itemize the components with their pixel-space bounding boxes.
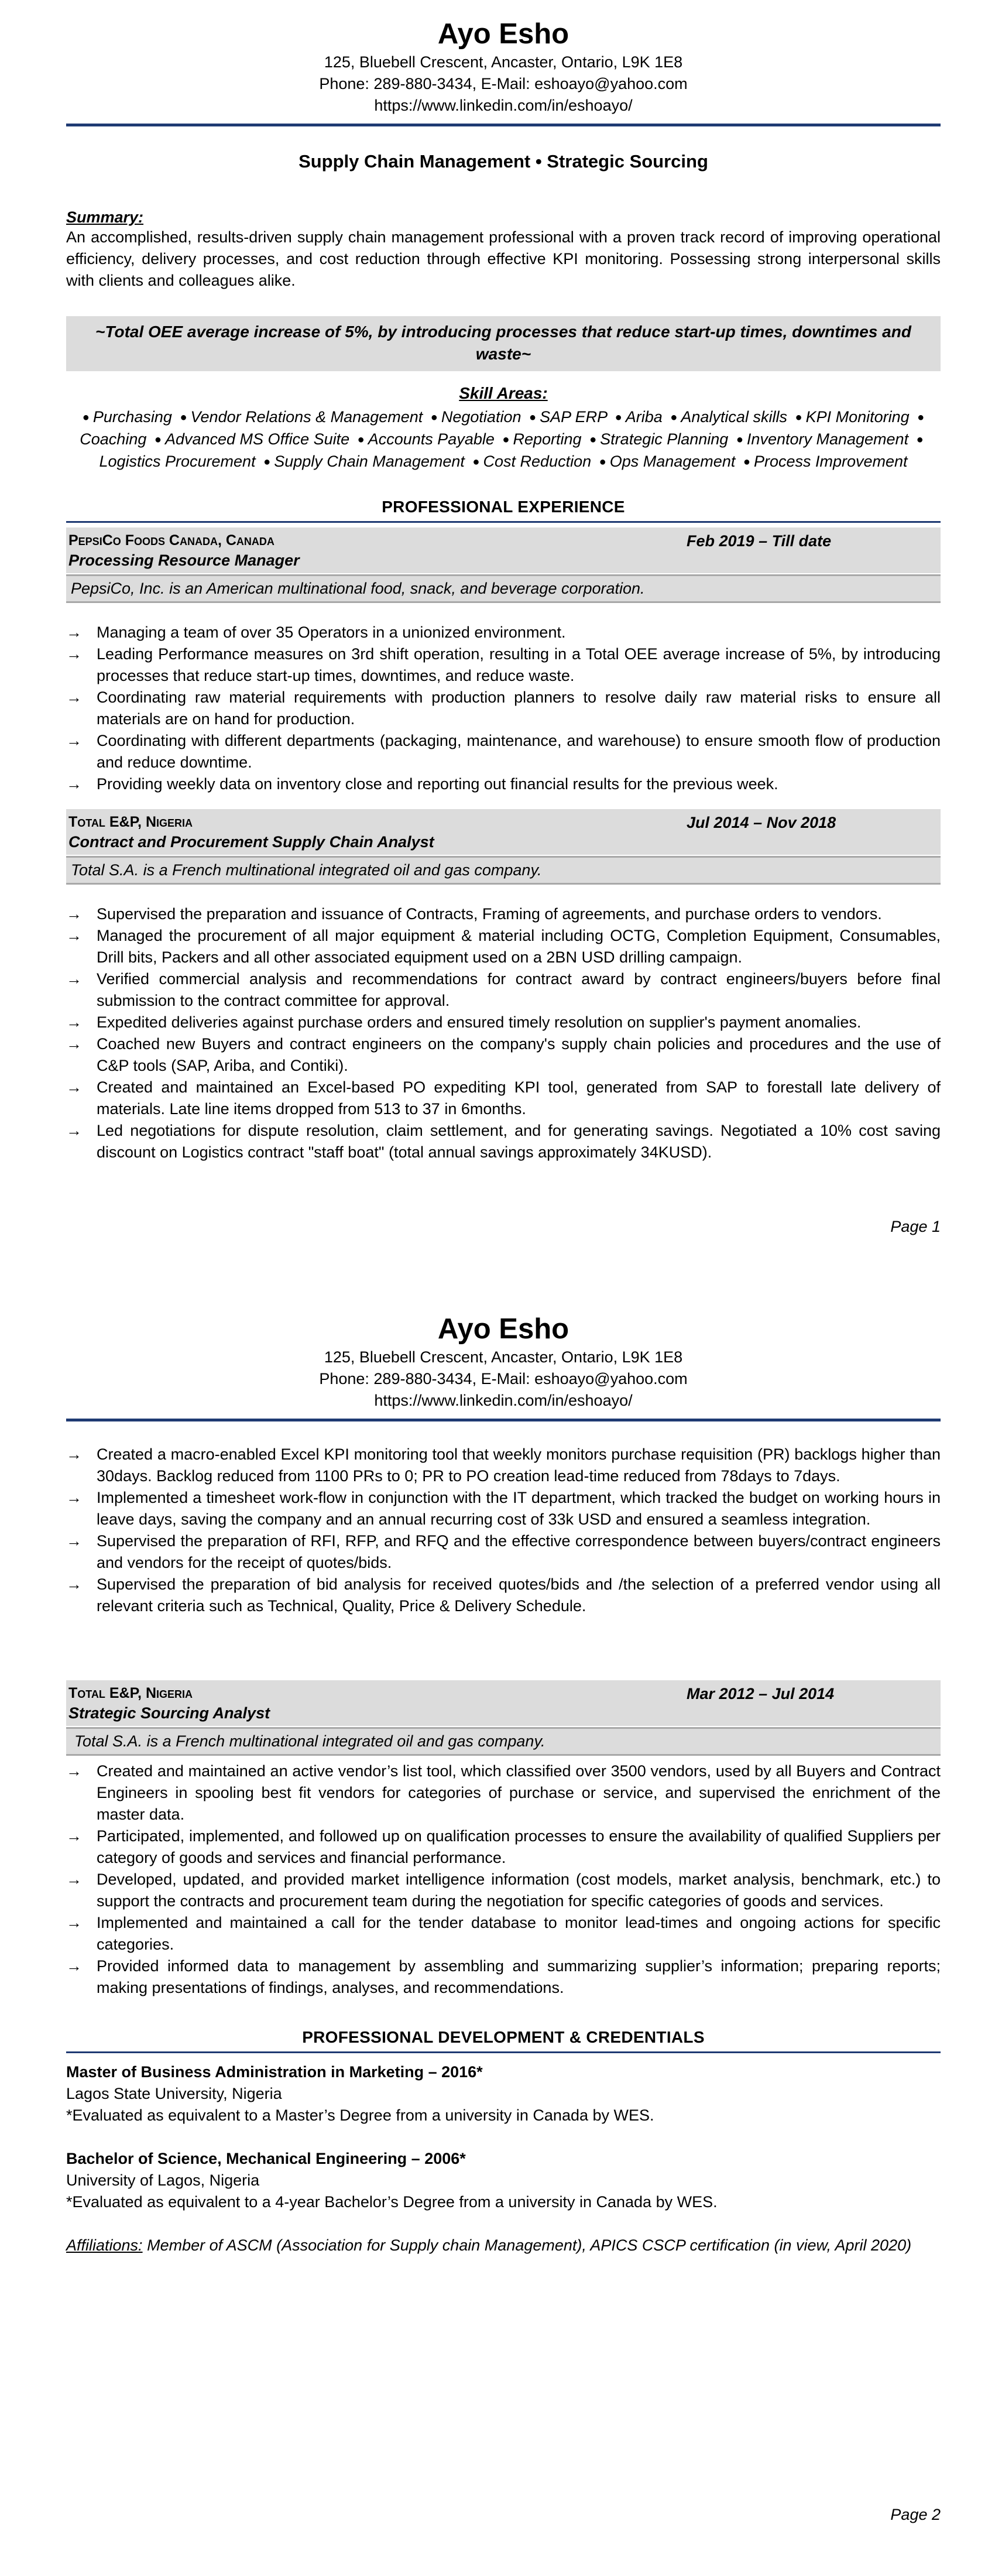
- contact-address: 125, Bluebell Crescent, Ancaster, Ontario, L9K 1E8: [324, 53, 683, 71]
- job-bullets: [66, 903, 941, 1163]
- arrow-right-icon: →: [66, 688, 82, 706]
- candidate-name: Ayo Esho: [437, 18, 569, 50]
- skill-item: Supply Chain Management: [274, 453, 465, 470]
- list-item: → Providing weekly data on inventory close and reporting out financial results for the previous week.: [66, 773, 941, 795]
- contact-linkedin: https://www.linkedin.com/in/eshoayo/: [374, 97, 633, 114]
- list-item: → Supervised the preparation and issuance of Contracts, Framing of agreements, and purchase orders to vendors.: [66, 903, 941, 925]
- list-item: → Leading Performance measures on 3rd shift operation, resulting in a Total OEE average increase of 5%, by introducing processes that reduce start-up times, downtimes, and reduce waste.: [66, 643, 941, 687]
- list-item: → Expedited deliveries against purchase orders and ensured timely resolution on supplier's payment anomalies.: [66, 1012, 941, 1033]
- arrow-right-icon: →: [66, 1871, 82, 1888]
- tagline: Supply Chain Management • Strategic Sourcing: [298, 151, 708, 172]
- arrow-right-icon: →: [66, 1013, 82, 1031]
- list-item: → Verified commercial analysis and recommendations for contract award by contract engineers/buyers before final submission to the contract committee for approval.: [66, 968, 941, 1012]
- page-number: Page 1: [890, 1218, 941, 1235]
- arrow-right-icon: →: [66, 645, 82, 663]
- credentials-section: [66, 2028, 941, 2256]
- degree-note: *Evaluated as equivalent to a Master’s Degree from a university in Canada by WES.: [66, 2106, 654, 2124]
- header-divider: [66, 124, 941, 126]
- arrow-right-icon: →: [66, 1445, 82, 1463]
- job-role: Strategic Sourcing Analyst: [68, 1704, 270, 1722]
- skill-item: Inventory Management: [746, 430, 909, 448]
- resume-page-1: [0, 0, 995, 1265]
- resume-page-2: [0, 1288, 995, 2576]
- skill-item: Negotiation: [441, 408, 521, 426]
- summary-section: [66, 208, 941, 292]
- list-item: → Participated, implemented, and followed up on qualification processes to ensure the availability of qualified Suppliers per category of goods and services and financial performance.: [66, 1825, 941, 1869]
- list-item: → Implemented and maintained a call for the tender database to monitor lead-times and ongoing actions for specific categories.: [66, 1912, 941, 1955]
- arrow-right-icon: →: [66, 970, 82, 988]
- affiliations-text: Member of ASCM (Association for Supply chain Management), APICS CSCP certification (in view, April 2020): [147, 2236, 912, 2254]
- job-company: Total E&P, Nigeria: [68, 1685, 193, 1701]
- arrow-right-icon: →: [66, 775, 82, 793]
- job-header: [66, 527, 941, 573]
- affiliations-label: Affiliations:: [66, 2236, 143, 2254]
- job-total-sourcing: [66, 1680, 941, 1999]
- page-1-content: [66, 16, 941, 1163]
- skill-item: Cost Reduction: [483, 453, 592, 470]
- skill-item: KPI Monitoring: [805, 408, 910, 426]
- page-2-content: [66, 1311, 941, 2256]
- list-item: → Created and maintained an Excel-based PO expediting KPI tool, generated from SAP to forestall late delivery of materials. Late line items dropped from 513 to 37 in 6months.: [66, 1077, 941, 1120]
- skill-item: Vendor Relations & Management: [190, 408, 423, 426]
- achievement-highlight: ~Total OEE average increase of 5%, by introducing processes that reduce start-up times, downtimes and waste~: [66, 316, 941, 371]
- job-description: PepsiCo, Inc. is an American multinational food, snack, and beverage corporation.: [66, 574, 941, 603]
- contact-address: 125, Bluebell Crescent, Ancaster, Ontario, L9K 1E8: [324, 1348, 683, 1366]
- arrow-right-icon: →: [66, 732, 82, 749]
- resume-header: [66, 1311, 941, 1421]
- arrow-right-icon: →: [66, 1914, 82, 1931]
- arrow-right-icon: →: [66, 1762, 82, 1780]
- skill-item: Advanced MS Office Suite: [164, 430, 350, 448]
- section-divider: [66, 521, 941, 523]
- arrow-right-icon: →: [66, 1532, 82, 1550]
- skill-item: Ariba: [625, 408, 663, 426]
- degree-entry: [66, 2061, 941, 2126]
- skill-item: Purchasing: [92, 408, 172, 426]
- header-divider: [66, 1419, 941, 1421]
- job-pepsico: [66, 527, 941, 795]
- arrow-right-icon: →: [66, 1035, 82, 1053]
- degree-school: Lagos State University, Nigeria: [66, 2085, 282, 2102]
- arrow-right-icon: →: [66, 1575, 82, 1593]
- arrow-right-icon: →: [66, 1489, 82, 1506]
- job-role: Processing Resource Manager: [68, 551, 300, 569]
- skills-section: [66, 384, 941, 473]
- skills-title: Skill Areas:: [459, 384, 548, 402]
- list-item: → Led negotiations for dispute resolution, claim settlement, and for generating savings. Negotiated a 10% cost saving discount on Logistics contract "staff boat" (total annual savings approximately 34KUSD).: [66, 1120, 941, 1163]
- skill-item: SAP ERP: [540, 408, 608, 426]
- arrow-right-icon: →: [66, 927, 82, 944]
- experience-heading: PROFESSIONAL EXPERIENCE: [382, 498, 625, 516]
- list-item: → Supervised the preparation of bid analysis for received quotes/bids and /the selection of a preferred vendor using all relevant criteria such as Technical, Quality, Price & Delivery Schedule.: [66, 1574, 941, 1617]
- summary-text: An accomplished, results-driven supply chain management professional with a proven track record of improving operational efficiency, delivery processes, and cost reduction through effective KPI monitoring. Possessing strong interpersonal skills with clients and colleagues alike.: [66, 228, 941, 289]
- job-header: [66, 809, 941, 855]
- page-number: Page 2: [890, 2506, 941, 2523]
- degree-title: Master of Business Administration in Marketing – 2016*: [66, 2063, 483, 2081]
- arrow-right-icon: →: [66, 1957, 82, 1975]
- job-company: PepsiCo Foods Canada, Canada: [68, 532, 275, 549]
- resume-header: [66, 16, 941, 126]
- job-dates: Mar 2012 – Jul 2014: [687, 1685, 835, 1703]
- job-total-analyst: [66, 809, 941, 1163]
- skill-item: Coaching: [80, 430, 147, 448]
- list-item: → Created and maintained an active vendor’s list tool, which classified over 3500 vendors, used by all Buyers and Contract Engineers in spooling best fit vendors for categories of purchase or service, and supervised the enrichment of the master data.: [66, 1760, 941, 1825]
- experience-section: [66, 498, 941, 1163]
- arrow-right-icon: →: [66, 1827, 82, 1845]
- degree-school: University of Lagos, Nigeria: [66, 2171, 260, 2189]
- job-header: [66, 1680, 941, 1726]
- list-item: → Developed, updated, and provided market intelligence information (cost models, market analysis, benchmark, etc.) to support the contracts and procurement team during the negotiation for specific categories of goods and services.: [66, 1869, 941, 1912]
- list-item: → Created a macro-enabled Excel KPI monitoring tool that weekly monitors purchase requisition (PR) backlogs higher than 30days. Backlog reduced from 1100 PRs to 0; PR to PO creation lead-time reduced from 78days to 7days.: [66, 1444, 941, 1487]
- skill-item: Accounts Payable: [368, 430, 495, 448]
- skill-item: Strategic Planning: [600, 430, 729, 448]
- job-dates: Feb 2019 – Till date: [687, 532, 832, 550]
- skill-item: Reporting: [513, 430, 582, 448]
- list-item: → Managing a team of over 35 Operators in a unionized environment.: [66, 622, 941, 643]
- job-bullets: [66, 1760, 941, 1999]
- list-item: → Supervised the preparation of RFI, RFP, and RFQ and the effective correspondence between buyers/contract engineers and vendors for the receipt of quotes/bids.: [66, 1530, 941, 1574]
- job-dates: Jul 2014 – Nov 2018: [687, 814, 836, 831]
- degree-title: Bachelor of Science, Mechanical Engineering – 2006*: [66, 2150, 466, 2167]
- job-company: Total E&P, Nigeria: [68, 814, 193, 830]
- skill-item: Process Improvement: [753, 453, 908, 470]
- skill-item: Analytical skills: [681, 408, 787, 426]
- skills-list: ● Purchasing ● Vendor Relations & Management ● Negotiation ● SAP ERP ● Ariba ● Analytical skills ● KPI Monitoring ● Coaching ● Advanced MS Office Suite ● Accounts Payable ● Reporting ● Strategic Planning ● Inventory Management ● Logistics Procurement ● Supply Chain Management ● Cost Reduction ● Ops Management ● Process Improvement: [80, 408, 925, 470]
- job-role: Contract and Procurement Supply Chain Analyst: [68, 833, 434, 851]
- contact-phone-email: Phone: 289-880-3434, E-Mail: eshoayo@yahoo.com: [319, 1370, 688, 1388]
- job-bullets-continued: [66, 1444, 941, 1617]
- list-item: → Managed the procurement of all major equipment & material including OCTG, Completion Equipment, Consumables, Drill bits, Packers and all other associated equipment used on a 2BN USD drilling campaign.: [66, 925, 941, 968]
- list-item: → Implemented a timesheet work-flow in conjunction with the IT department, which tracked the budget on working hours in leave days, saving the company and an annual recurring cost of 33k USD and ensured a seamless integration.: [66, 1487, 941, 1530]
- affiliations: [66, 2235, 941, 2256]
- job-description: Total S.A. is a French multinational integrated oil and gas company.: [66, 1727, 941, 1756]
- list-item: → Coordinating with different departments (packaging, maintenance, and warehouse) to ensure smooth flow of production and reduce downtime.: [66, 730, 941, 773]
- credentials-heading: PROFESSIONAL DEVELOPMENT & CREDENTIALS: [302, 2028, 705, 2046]
- arrow-right-icon: →: [66, 624, 82, 641]
- degree-note: *Evaluated as equivalent to a 4-year Bachelor’s Degree from a university in Canada by WES.: [66, 2193, 718, 2211]
- contact-linkedin: https://www.linkedin.com/in/eshoayo/: [374, 1392, 633, 1409]
- list-item: → Provided informed data to management by assembling and summarizing supplier’s information; preparing reports; making presentations of findings, analyses, and recommendations.: [66, 1955, 941, 1999]
- skill-item: Ops Management: [609, 453, 736, 470]
- candidate-name: Ayo Esho: [437, 1313, 569, 1345]
- degree-entry: [66, 2148, 941, 2213]
- summary-label: Summary:: [66, 208, 144, 226]
- job-description: Total S.A. is a French multinational integrated oil and gas company.: [66, 856, 941, 885]
- section-divider: [66, 2051, 941, 2053]
- arrow-right-icon: →: [66, 1078, 82, 1096]
- arrow-right-icon: →: [66, 1122, 82, 1139]
- list-item: → Coached new Buyers and contract engineers on the company's supply chain policies and procedures and the use of C&P tools (SAP, Ariba, and Contiki).: [66, 1033, 941, 1077]
- job-bullets: [66, 622, 941, 795]
- skill-item: Logistics Procurement: [99, 453, 256, 470]
- list-item: → Coordinating raw material requirements with production planners to resolve daily raw material risks to ensure all materials are on hand for production.: [66, 687, 941, 730]
- contact-phone-email: Phone: 289-880-3434, E-Mail: eshoayo@yahoo.com: [319, 75, 688, 93]
- arrow-right-icon: →: [66, 905, 82, 923]
